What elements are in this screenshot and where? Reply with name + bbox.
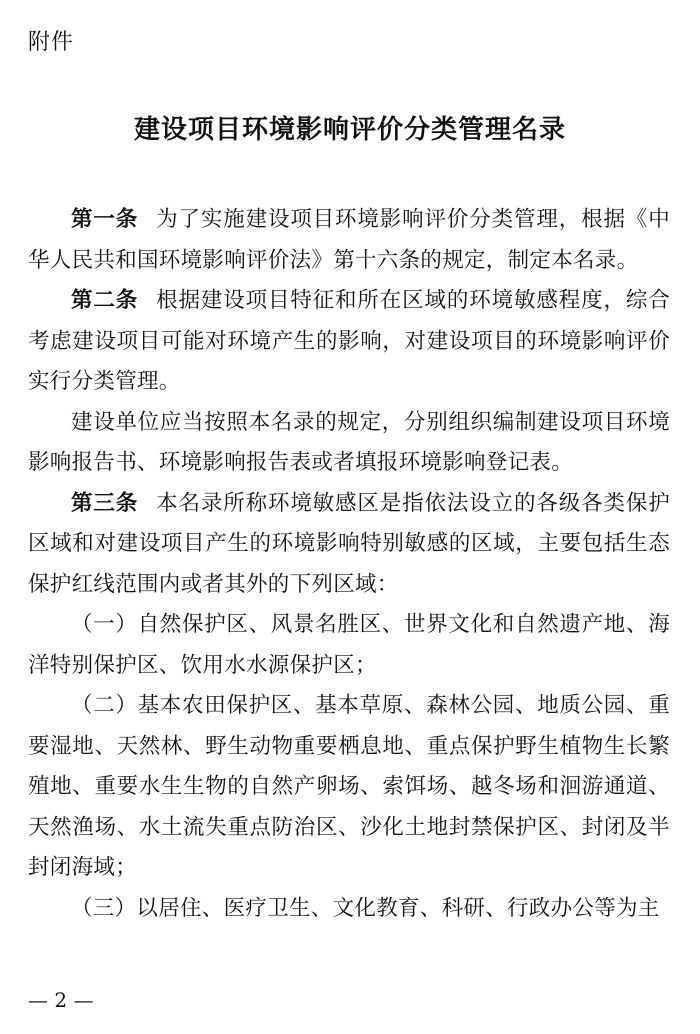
article-label: 第一条: [71, 207, 139, 232]
article-3-paragraph: [28, 484, 670, 606]
list-item-2: [28, 686, 670, 889]
page-number: — 2 —: [28, 988, 94, 1012]
article-label: 第二条: [71, 288, 139, 313]
article-2-continuation-paragraph: [28, 403, 670, 484]
paragraph-text: （一）自然保护区、风景名胜区、世界文化和自然遗产地、海洋特别保护区、饮用水水源保护区；: [28, 612, 670, 678]
paragraph-text: 根据建设项目特征和所在区域的环境敏感程度，综合考虑建设项目可能对环境产生的影响，对建设项目的环境影响评价实行分类管理。: [28, 288, 670, 394]
paragraph-text: 为了实施建设项目环境影响评价分类管理，根据《中华人民共和国环境影响评价法》第十六条的规定，制定本名录。: [28, 207, 670, 273]
list-item-1: [28, 605, 670, 686]
attachment-label: 附件: [28, 30, 75, 55]
paragraph-text: 建设单位应当按照本名录的规定，分别组织编制建设项目环境影响报告书、环境影响报告表或者填报环境影响登记表。: [28, 409, 670, 475]
article-2-paragraph: [28, 281, 670, 403]
document-title: 建设项目环境影响评价分类管理名录: [133, 115, 566, 145]
paragraph-text: （三）以居住、医疗卫生、文化教育、科研、行政办公等为主: [71, 895, 660, 921]
document-body: [28, 200, 670, 929]
paragraph-text: 本名录所称环境敏感区是指依法设立的各级各类保护区域和对建设项目产生的环境影响特别敏感的区域，主要包括生态保护红线范围内或者其外的下列区域：: [28, 490, 670, 597]
paragraph-text: （二）基本农田保护区、基本草原、森林公园、地质公园、重要湿地、天然林、野生动物重要栖息地、重点保护野生植物生长繁殖地、重要水生生物的自然产卵场、索饵场、越冬场和洄游通道、天然渔场、水土流失重点防治区、沙化土地封禁保护区、封闭及半封闭海域；: [28, 693, 670, 880]
article-label: 第三条: [71, 490, 139, 516]
list-item-3: [28, 889, 670, 930]
article-1-paragraph: [28, 200, 670, 281]
